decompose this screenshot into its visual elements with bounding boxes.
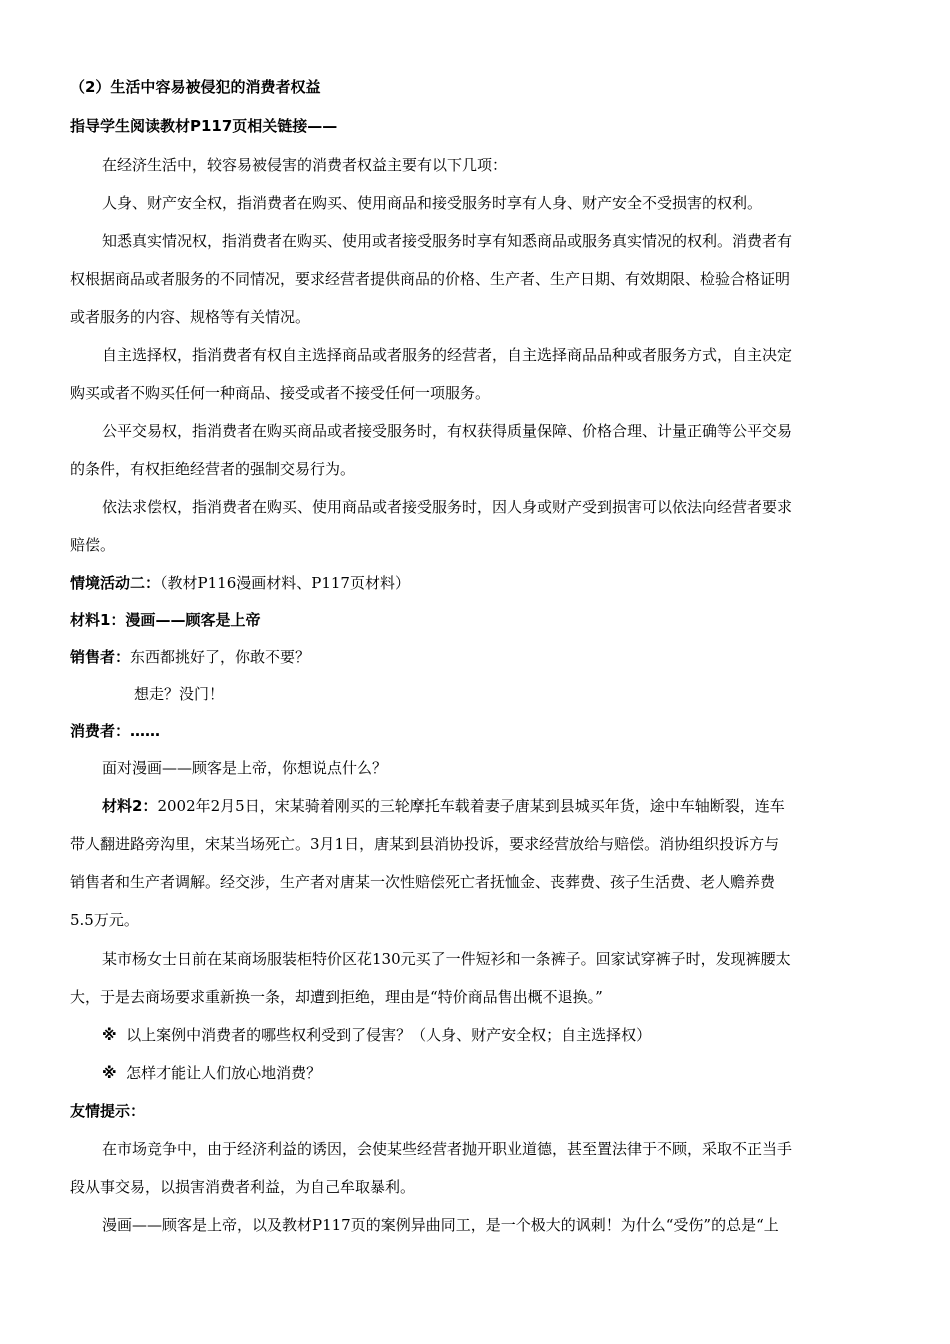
guide-line: 指导学生阅读教材P117页相关链接—— xyxy=(70,117,338,135)
question-1-text: 以上案例中消费者的哪些权利受到了侵害？（人身、财产安全权；自主选择权） xyxy=(126,1026,652,1044)
material1-question: 面对漫画——顾客是上帝，你想说点什么？ xyxy=(102,759,388,777)
seller-line-2: 想走？没门！ xyxy=(134,685,225,703)
right-safety: 人身、财产安全权，指消费者在购买、使用商品和接受服务时享有人身、财产安全不受损害的权利。 xyxy=(102,194,763,212)
right-choice-line-2: 购买或者不购买任何一种商品、接受或者不接受任何一项服务。 xyxy=(70,384,491,402)
right-compensation-line-1: 依法求偿权，指消费者在购买、使用商品或者接受服务时，因人身或财产受到损害可以依法向经营者要求 xyxy=(102,498,793,516)
question-1 xyxy=(102,1025,651,1045)
section-heading: （2）生活中容易被侵犯的消费者权益 xyxy=(70,78,321,96)
material2-label: 材料2： xyxy=(102,797,158,815)
tip-line-1: 在市场竞争中，由于经济利益的诱因，会使某些经营者抛开职业道德，甚至置法律于不顾，采取不正当手 xyxy=(102,1140,793,1158)
seller-line xyxy=(70,647,310,667)
consumer-label: 消费者： xyxy=(70,722,131,740)
consumer-line xyxy=(70,721,160,741)
question-2-text: 怎样才能让人们放心地消费？ xyxy=(126,1064,322,1082)
seller-label: 销售者： xyxy=(70,648,131,666)
right-info-line-2: 权根据商品或者服务的不同情况，要求经营者提供商品的价格、生产者、生产日期、有效期限、检验合格证明 xyxy=(70,270,791,288)
right-choice-line-1: 自主选择权，指消费者有权自主选择商品或者服务的经营者，自主选择商品品种或者服务方式，自主决定 xyxy=(102,346,793,364)
right-fair-line-1: 公平交易权，指消费者在购买商品或者接受服务时，有权获得质量保障、价格合理、计量正确等公平交易 xyxy=(102,422,793,440)
activity-line xyxy=(70,573,410,593)
material2-line-3: 销售者和生产者调解。经交涉，生产者对唐某一次性赔偿死亡者抚恤金、丧葬费、孩子生活费、老人赡养费 xyxy=(70,873,776,891)
tip-line-3: 漫画——顾客是上帝，以及教材P117页的案例异曲同工，是一个极大的讽刺！为什么“受伤”的总是“上 xyxy=(102,1216,779,1234)
tip-label: 友情提示： xyxy=(70,1102,146,1120)
material1-title: 材料1：漫画——顾客是上帝 xyxy=(70,611,261,629)
case2-line-2: 大，于是去商场要求重新换一条，却遭到拒绝，理由是“特价商品售出概不退换。” xyxy=(70,988,603,1006)
seller-line-1: 东西都挑好了，你敢不要？ xyxy=(130,648,311,666)
activity-text: （教材P116漫画材料、P117页材料） xyxy=(160,574,410,592)
material2-text-1: 2002年2月5日，宋某骑着刚买的三轮摩托车载着妻子唐某到县城买年货，途中车轴断裂，连车 xyxy=(157,797,785,815)
intro-paragraph: 在经济生活中，较容易被侵害的消费者权益主要有以下几项： xyxy=(102,156,508,174)
tip-line-2: 段从事交易，以损害消费者利益，为自己牟取暴利。 xyxy=(70,1178,416,1196)
question-2 xyxy=(102,1063,321,1083)
reference-mark-icon: ※ xyxy=(102,1064,117,1082)
consumer-text: …… xyxy=(130,722,161,740)
material2-line-1 xyxy=(102,796,785,816)
right-fair-line-2: 的条件，有权拒绝经营者的强制交易行为。 xyxy=(70,460,356,478)
reference-mark-icon: ※ xyxy=(102,1026,117,1044)
right-info-line-3: 或者服务的内容、规格等有关情况。 xyxy=(70,308,311,326)
right-compensation-line-2: 赔偿。 xyxy=(70,536,116,554)
material2-line-2: 带人翻进路旁沟里，宋某当场死亡。3月1日，唐某到县消协投诉，要求经营放给与赔偿。消协组织投诉方与 xyxy=(70,835,780,853)
right-info-line-1: 知悉真实情况权，指消费者在购买、使用或者接受服务时享有知悉商品或服务真实情况的权利。消费者有 xyxy=(102,232,793,250)
material2-line-4: 5.5万元。 xyxy=(70,911,139,929)
activity-label: 情境活动二： xyxy=(70,574,161,592)
case2-line-1: 某市杨女士日前在某商场服装柜特价区花130元买了一件短衫和一条裤子。回家试穿裤子时，发现裤腰太 xyxy=(102,950,791,968)
